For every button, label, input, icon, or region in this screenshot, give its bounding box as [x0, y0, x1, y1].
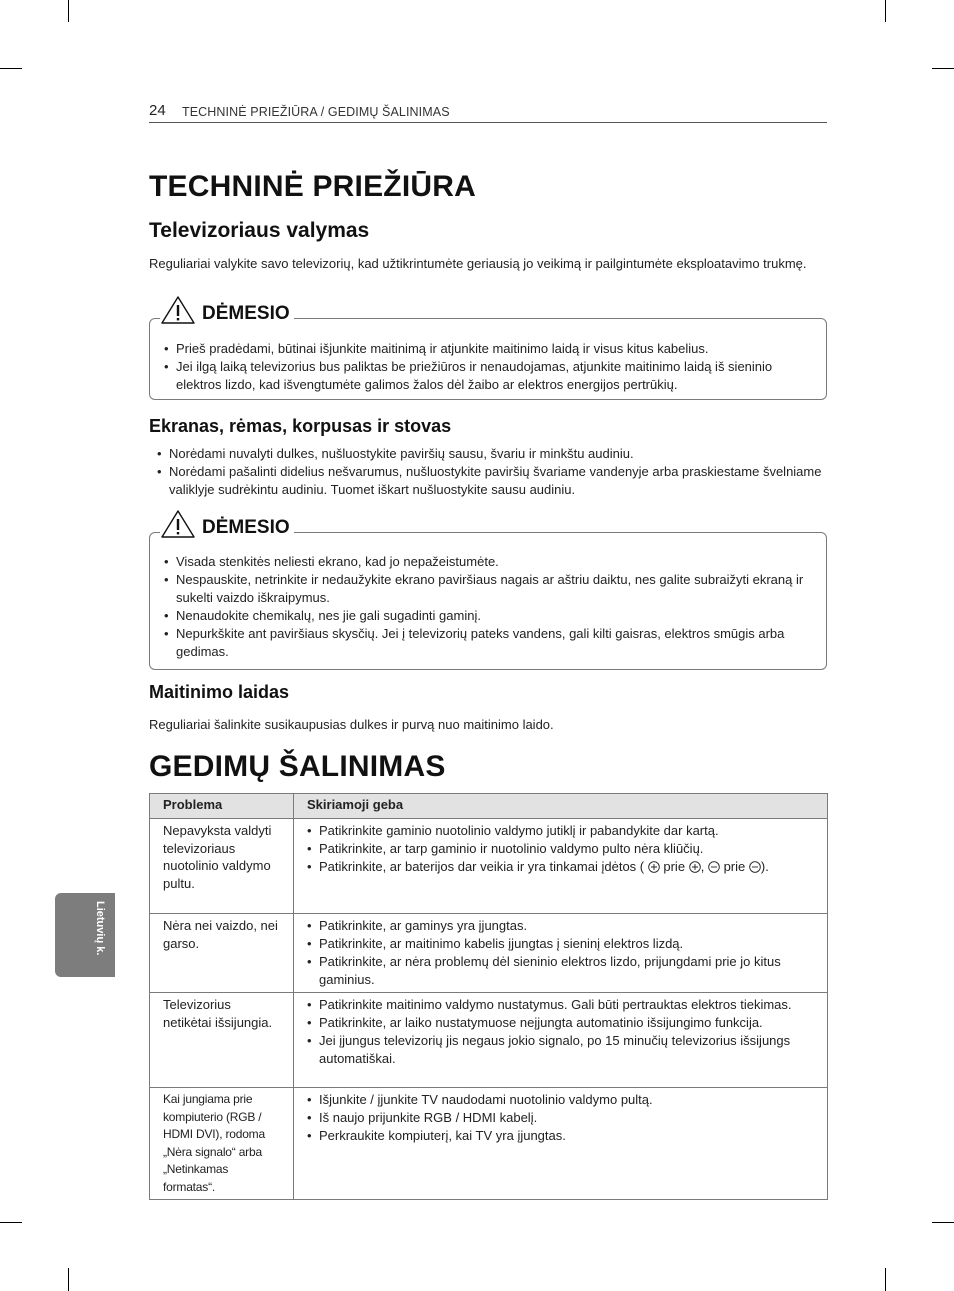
list-item: • Patikrinkite, ar laiko nustatymuose neįjungta automatinio išsijungimo funkcija.	[307, 1014, 819, 1032]
caution-box	[149, 303, 827, 400]
list-item: • Patikrinkite, ar gaminys yra įjungtas.	[307, 917, 819, 935]
table-row	[150, 819, 828, 914]
table-row	[150, 914, 828, 993]
circle-minus-icon	[708, 861, 720, 873]
caution-list	[164, 340, 814, 394]
power-cord-text: Reguliariai šalinkite susikaupusias dulkes ir purvą nuo maitinimo laido.	[149, 717, 554, 732]
list-item: • Nenaudokite chemikalų, nes jie gali sugadinti gaminį.	[164, 607, 814, 625]
battery-text-prie: prie	[723, 859, 746, 874]
crop-mark	[68, 1268, 69, 1291]
warning-triangle-icon	[160, 509, 196, 539]
caution-list	[164, 553, 814, 661]
warning-triangle-icon	[160, 295, 196, 325]
solution-list	[307, 822, 819, 876]
crop-mark	[932, 1222, 954, 1223]
column-header-problem: Problema	[150, 794, 294, 819]
language-label: Lietuvių k.	[94, 901, 106, 956]
list-item: • Jei įjungus televizorių jis negaus jokio signalo, po 15 minučių televizorius išsijungs automatiškai.	[307, 1032, 819, 1068]
crop-mark	[0, 1222, 22, 1223]
cleaning-intro: Reguliariai valykite savo televizorių, kad užtikrintumėte geriausią jo veikimą ir pailgintumėte eksploatavimo trukmę.	[149, 256, 807, 271]
caution-box	[149, 517, 827, 670]
table-row	[150, 1088, 828, 1200]
list-item: • Jei ilgą laiką televizorius bus paliktas be priežiūros ir nenaudojamas, atjunkite maitinimo laidą iš sieninio elektros lizdo, kad išvengtumėte galimos žalos dėl žaibo ar elektros energijos pertrūkių.	[164, 358, 814, 394]
page-header	[149, 100, 827, 123]
list-item: • Visada stenkitės neliesti ekrano, kad jo nepažeistumėte.	[164, 553, 814, 571]
circle-minus-icon	[749, 861, 761, 873]
problem-cell: Nepavyksta valdyti televizoriaus nuotolinio valdymo pultu.	[150, 819, 294, 914]
language-side-tab	[55, 893, 115, 977]
cleaning-heading: Televizoriaus valymas	[149, 219, 370, 242]
list-item: • Išjunkite / įjunkite TV naudodami nuotolinio valdymo pultą.	[307, 1091, 819, 1109]
solution-cell	[294, 819, 828, 914]
solution-cell	[294, 993, 828, 1088]
circle-plus-icon	[689, 861, 701, 873]
list-item: • Patikrinkite, ar nėra problemų dėl sieninio elektros lizdo, prijungdami prie jo kitus gaminius.	[307, 953, 819, 989]
maintenance-title: TECHNINĖ PRIEŽIŪRA	[149, 170, 476, 203]
caution-header	[160, 295, 294, 325]
list-item: • Perkraukite kompiuterį, kai TV yra įjungtas.	[307, 1127, 819, 1145]
screen-heading: Ekranas, rėmas, korpusas ir stovas	[149, 416, 452, 436]
battery-text-sep: ,	[700, 859, 705, 874]
list-item: • Patikrinkite maitinimo valdymo nustatymus. Gali būti pertrauktas elektros tiekimas.	[307, 996, 819, 1014]
running-title: TECHNINĖ PRIEŽIŪRA / GEDIMŲ ŠALINIMAS	[182, 105, 450, 119]
page-number: 24	[149, 102, 166, 119]
crop-mark	[68, 0, 69, 22]
list-item: • Nepurkškite ant paviršiaus skysčių. Jei į televizorių pateks vandens, gali kilti gaisras, elektros smūgis arba gedimas.	[164, 625, 814, 661]
caution-title: DĖMESIO	[202, 303, 290, 324]
solution-cell	[294, 1088, 828, 1200]
crop-mark	[932, 68, 954, 69]
list-item: • Prieš pradėdami, būtinai išjunkite maitinimą ir atjunkite maitinimo laidą ir visus kitus kabelius.	[164, 340, 814, 358]
circle-plus-icon	[648, 861, 660, 873]
column-header-solution: Skiriamoji geba	[294, 794, 828, 819]
power-cord-heading: Maitinimo laidas	[149, 682, 290, 702]
crop-mark	[885, 1268, 886, 1291]
battery-text-lead: Patikrinkite, ar baterijos dar veikia ir yra tinkamai įdėtos (	[319, 859, 645, 874]
problem-cell: Kai jungiama prie kompiuterio (RGB / HDMI DVI), rodoma „Nėra signalo“ arba „Netinkamas formatas“.	[150, 1088, 294, 1200]
list-item	[307, 858, 819, 876]
screen-list	[157, 445, 827, 499]
list-item: • Patikrinkite gaminio nuotolinio valdymo jutiklį ir pabandykite dar kartą.	[307, 822, 819, 840]
table-header-row	[150, 794, 828, 819]
list-item: • Iš naujo prijunkite RGB / HDMI kabelį.	[307, 1109, 819, 1127]
solution-list	[307, 917, 819, 989]
battery-text-prie: prie	[663, 859, 686, 874]
table-row	[150, 993, 828, 1088]
caution-header	[160, 509, 294, 539]
crop-mark	[885, 0, 886, 22]
list-item: • Norėdami nuvalyti dulkes, nušluostykite paviršių sausu, švariu ir minkštu audiniu.	[157, 445, 827, 463]
battery-text-tail: ).	[760, 859, 769, 874]
list-item: • Nespauskite, netrinkite ir nedaužykite ekrano paviršiaus nagais ar aštriu daiktu, nes galite subraižyti ekraną ir sukelti vaizdo iškraipymus.	[164, 571, 814, 607]
list-item: • Patikrinkite, ar maitinimo kabelis įjungtas į sieninį elektros lizdą.	[307, 935, 819, 953]
problem-cell: Nėra nei vaizdo, nei garso.	[150, 914, 294, 993]
solution-cell	[294, 914, 828, 993]
solution-list	[307, 996, 819, 1068]
list-item: • Norėdami pašalinti didelius nešvarumus, nušluostykite paviršių švariame vandenyje arba praskiestame švelniame valiklyje sudrėkintu audiniu. Tuomet iškart nušluostykite sausu audiniu.	[157, 463, 827, 499]
problem-cell: Televizorius netikėtai išsijungia.	[150, 993, 294, 1088]
crop-mark	[0, 68, 22, 69]
list-item: • Patikrinkite, ar tarp gaminio ir nuotolinio valdymo pulto nėra kliūčių.	[307, 840, 819, 858]
solution-list	[307, 1091, 819, 1145]
caution-title: DĖMESIO	[202, 517, 290, 538]
troubleshooting-title: GEDIMŲ ŠALINIMAS	[149, 750, 446, 783]
troubleshooting-table	[149, 793, 828, 1200]
